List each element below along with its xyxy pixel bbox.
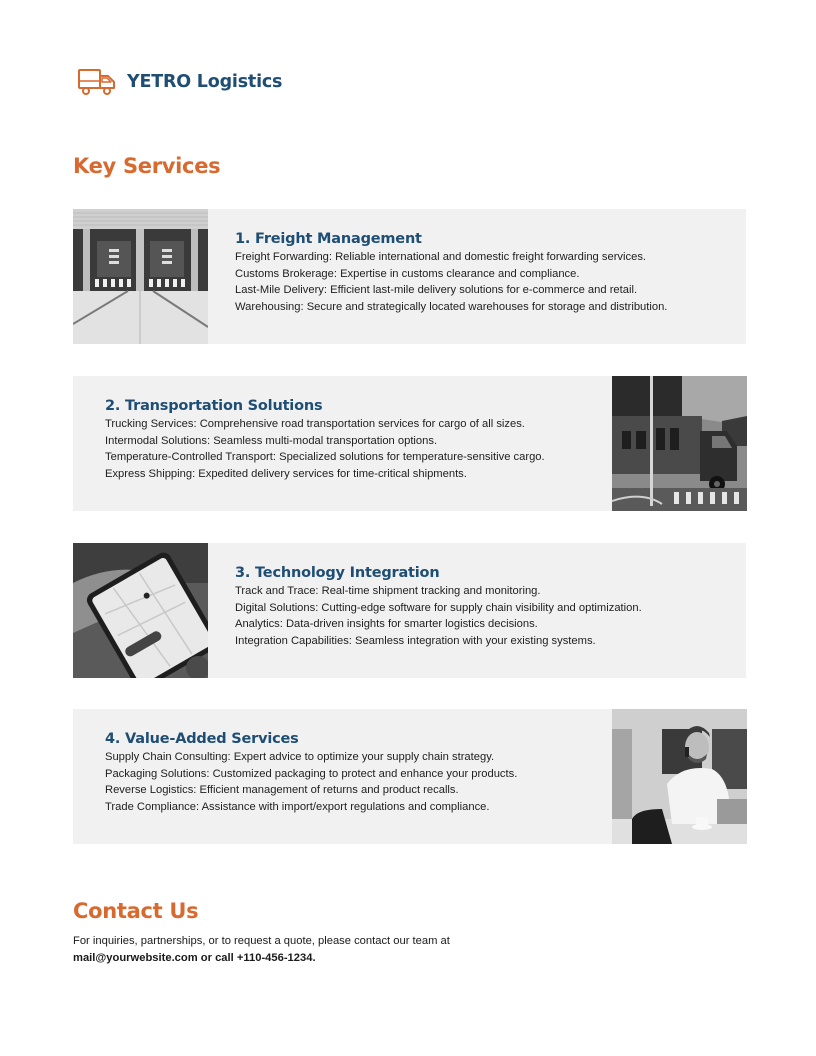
service-heading: 3. Technology Integration [235,565,440,581]
service-item: Integration Capabilities: Seamless integration with your existing systems. [235,635,596,648]
truck-icon [77,67,117,97]
brand-name: YETRO Logistics [127,72,283,92]
service-card-text [235,231,667,316]
service-item: Packaging Solutions: Customized packaging to protect and enhance your products. [105,767,518,780]
service-heading: 1. Freight Management [235,231,422,247]
service-heading: 2. Transportation Solutions [105,398,323,414]
service-item: Analytics: Data-driven insights for smarter logistics decisions. [235,618,538,631]
service-list [235,583,642,650]
truck-photo [612,376,747,511]
service-card-text [235,565,642,650]
service-item: Supply Chain Consulting: Expert advice to optimize your supply chain strategy. [105,751,495,763]
service-item: Freight Forwarding: Reliable international and domestic freight forwarding services. [235,251,647,263]
service-card-value-added-services [73,709,746,844]
service-card-text [105,731,517,816]
businessman-on-phone-photo [612,709,747,844]
key-services-title: Key Services [73,154,221,178]
service-heading: 4. Value-Added Services [105,731,299,747]
service-item: Reverse Logistics: Efficient management of returns and product recalls. [105,784,459,797]
contact-title: Contact Us [73,899,199,923]
service-card-text [105,398,545,483]
brand-logo [77,67,282,97]
service-item: Trucking Services: Comprehensive road transportation services for cargo of all sizes. [105,418,525,430]
service-item: Warehousing: Secure and strategically located warehouses for storage and distribution. [235,301,668,314]
service-item: Trade Compliance: Assistance with import/export regulations and compliance. [105,801,490,814]
contact-text [73,933,450,967]
service-item: Last-Mile Delivery: Efficient last-mile delivery solutions for e-commerce and retail. [235,284,638,297]
service-item: Track and Trace: Real-time shipment tracking and monitoring. [235,585,541,597]
service-item: Temperature-Controlled Transport: Specialized solutions for temperature-sensitive cargo. [105,451,545,464]
service-item: Digital Solutions: Cutting-edge software for supply chain visibility and optimization. [235,601,642,614]
service-item: Customs Brokerage: Expertise in customs clearance and compliance. [235,267,580,280]
service-item: Intermodal Solutions: Seamless multi-modal transportation options. [105,434,438,447]
contact-details: mail@yourwebsite.com or call +110-456-1234. [73,952,316,964]
service-item: Express Shipping: Expedited delivery services for time-critical shipments. [105,468,467,481]
contact-intro: For inquiries, partnerships, or to request a quote, please contact our team at [73,935,450,947]
service-card-transportation-solutions [73,376,746,511]
warehouse-loading-docks-photo [73,209,208,344]
service-card-technology-integration [73,543,746,678]
service-list [235,249,667,316]
service-list [105,416,545,483]
service-list [105,749,517,816]
phone-map-photo [73,543,208,678]
service-card-freight-management [73,209,746,344]
